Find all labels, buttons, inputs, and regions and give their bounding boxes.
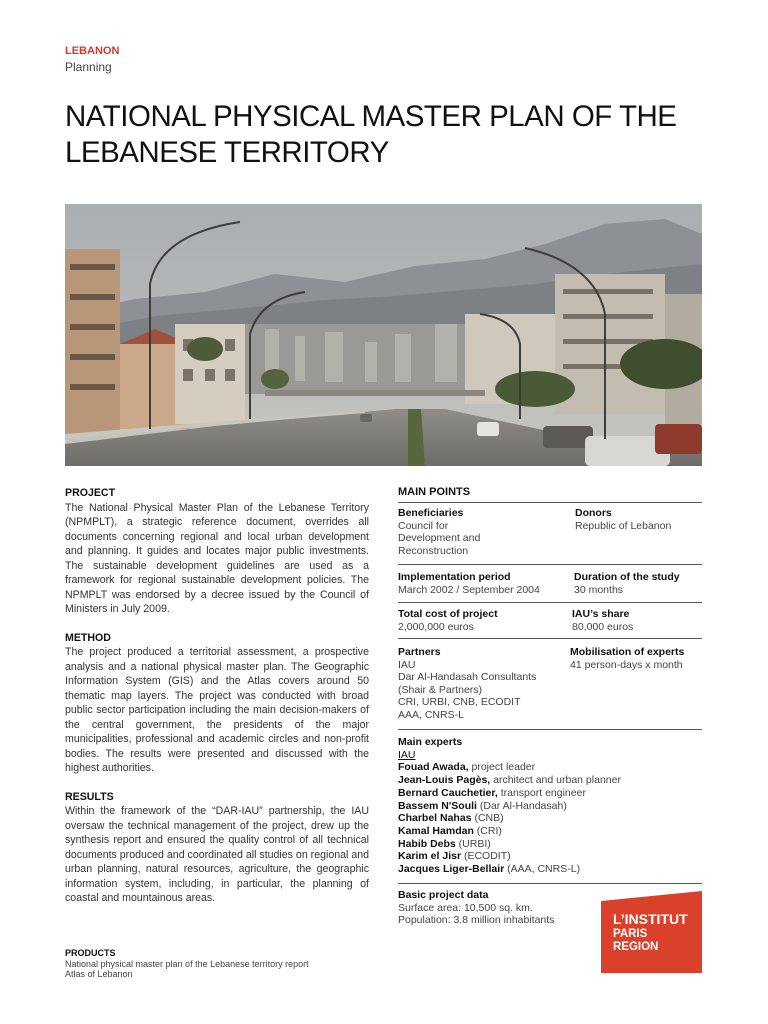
basic-data-heading: Basic project data — [398, 889, 489, 901]
products-line-1: National physical master plan of the Lebanese territory report — [65, 958, 309, 969]
cover-photo — [65, 204, 702, 466]
page-title: NATIONAL PHYSICAL MASTER PLAN OF THE LEBANESE TERRITORY — [65, 100, 677, 169]
logo-text — [613, 912, 688, 954]
share-label: IAU’s share — [572, 608, 630, 620]
method-heading: METHOD — [65, 631, 111, 644]
donors-label: Donors — [575, 507, 612, 519]
products-heading: PRODUCTS — [65, 948, 116, 958]
project-text: The National Physical Master Plan of the Lebanese Territory (NPMPLT), a strategic reference document, overrides all documents concerning regional and local urban development and planning. It guides and locates major public investments. The sustainable development guidelines are used as a framework for regional sustainable development policies. The NPMPLT was endorsed by a decree issued by the Council of Ministers in July 2009. — [65, 501, 369, 615]
mobilisation-cell — [570, 646, 704, 671]
beneficiaries-value: Council for Development and Reconstruction — [398, 519, 481, 557]
partners-label: Partners — [398, 646, 441, 658]
population: Population: 3.8 million inhabitants — [398, 914, 555, 926]
results-heading: RESULTS — [65, 790, 114, 803]
expert-item: Jean-Louis Pagès, architect and urban planner — [398, 774, 621, 787]
donors-cell — [575, 507, 705, 532]
expert-item: Charbel Nahas (CNB) — [398, 812, 504, 825]
expert-item: Habib Debs (URBI) — [398, 837, 491, 850]
logo-line-3: REGION — [613, 941, 659, 953]
expert-item: Jacques Liger-Bellair (AAA, CNRS-L) — [398, 863, 581, 876]
experts-heading: Main experts — [398, 736, 463, 748]
results-text: Within the framework of the “DAR-IAU” partnership, the IAU oversaw the technical management of the project, drew up the synthesis report and ensured the quality control of all technical documents produced and coordinated all studies on regional and urban planning, natural resources, agriculture, the geographic information system, including, in particular, the planning of coastal and mountainous areas. — [65, 805, 369, 904]
cost-value: 2,000,000 euros — [398, 620, 474, 633]
expert-item: Fouad Awada, project leader — [398, 761, 536, 774]
beneficiaries-label: Beneficiaries — [398, 507, 464, 519]
logo-line-1: L’INSTITUT — [613, 911, 688, 927]
expert-item: Kamal Hamdan (CRI) — [398, 824, 502, 837]
project-heading: PROJECT — [65, 487, 116, 499]
mobilisation-label: Mobilisation of experts — [570, 646, 685, 658]
divider — [398, 729, 702, 730]
experts-group: IAU — [398, 748, 416, 761]
products-line-2: Atlas of Lebanon — [65, 969, 133, 979]
divider — [398, 564, 702, 565]
share-cell — [572, 608, 702, 633]
expert-item: Bassem N'Souli (Dar Al-Handasah) — [398, 799, 567, 812]
surface-area: Surface area: 10,500 sq. km. — [398, 901, 533, 914]
products-block — [65, 948, 395, 980]
cost-label: Total cost of project — [398, 608, 498, 620]
partners-cell — [398, 646, 568, 721]
divider — [398, 602, 702, 603]
logo-line-2: PARIS — [613, 928, 648, 940]
partners-value: IAU Dar Al-Handasah Consultants (Shair & Partners) CRI, URBI, CNB, ECODIT AAA, CNRS-L — [398, 658, 537, 721]
left-column — [65, 486, 369, 920]
implementation-value: March 2002 / September 2004 — [398, 583, 540, 596]
sector-label: Planning — [65, 60, 112, 74]
implementation-cell — [398, 571, 568, 596]
donors-value: Republic of Lebanon — [575, 519, 672, 532]
duration-cell — [574, 571, 704, 596]
implementation-label: Implementation period — [398, 571, 511, 583]
expert-item: Karim el Jisr (ECODIT) — [398, 850, 511, 863]
country-label: LEBANON — [65, 45, 120, 57]
experts-block — [398, 736, 702, 876]
divider — [398, 638, 702, 639]
beneficiaries-cell — [398, 507, 568, 557]
basic-data-block — [398, 889, 598, 927]
method-text: The project produced a territorial assessment, a prospective analysis and a national physical master plan. The Geographic Information System (GIS) and the Atlas covers around 50 thematic map layers. The project was conducted with broad public sector participation including the main decision-makers of the central government, the presidents of the major municipalities, professional and academic circles and non-profit bodies. The results were presented and discussed with the highest authorities. — [65, 646, 369, 774]
mobilisation-value: 41 person-days x month — [570, 658, 683, 671]
duration-value: 30 months — [574, 583, 624, 596]
cost-cell — [398, 608, 568, 633]
expert-item: Bernard Cauchetier, transport engineer — [398, 786, 586, 799]
duration-label: Duration of the study — [574, 571, 680, 583]
divider — [398, 883, 702, 884]
divider — [398, 502, 702, 503]
main-points-heading: MAIN POINTS — [398, 486, 471, 498]
share-value: 80,000 euros — [572, 620, 634, 633]
